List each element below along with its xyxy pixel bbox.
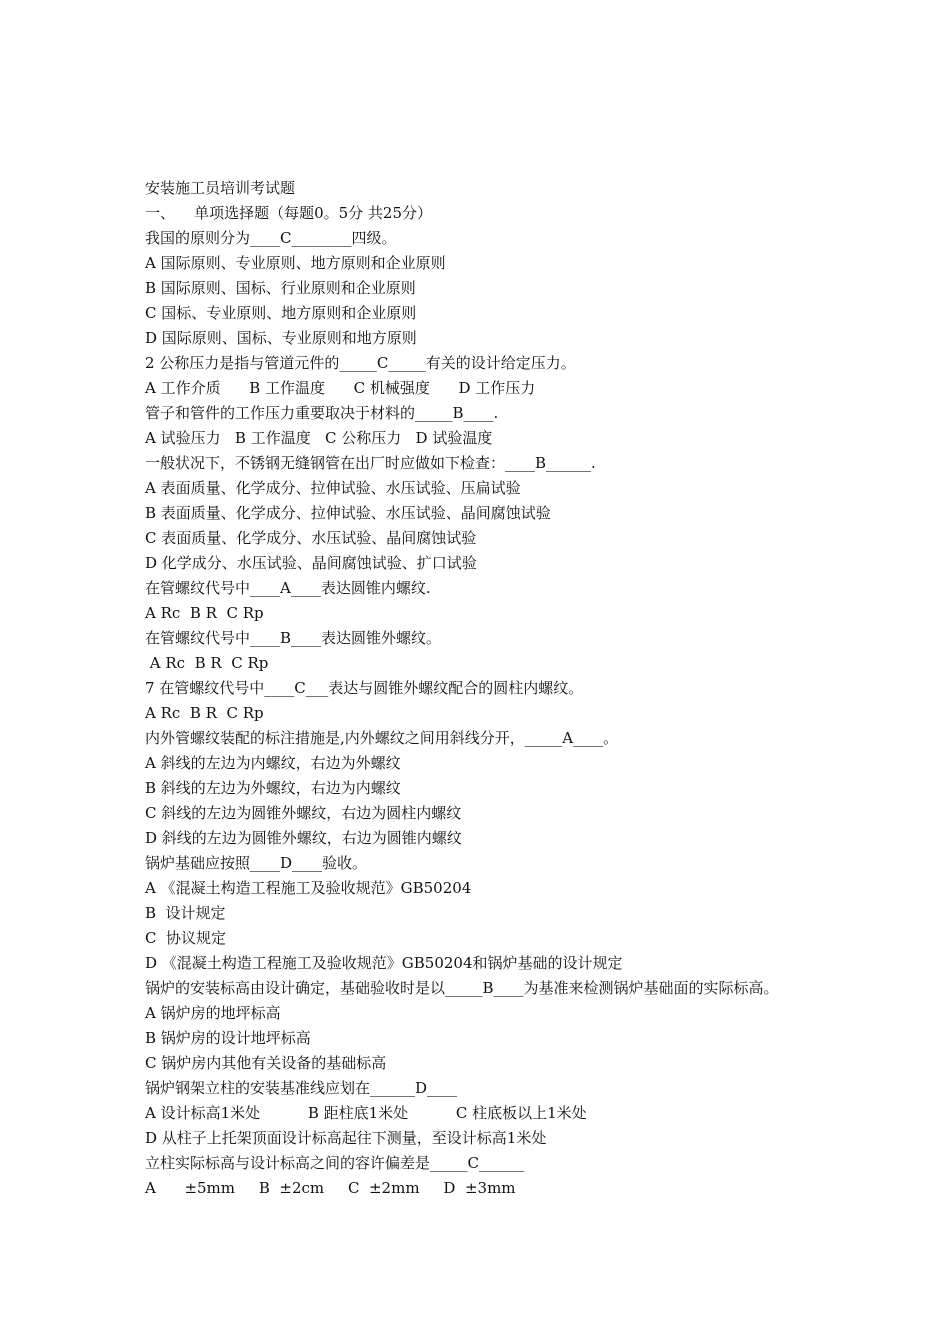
question-line: 在管螺纹代号中____A____表达圆锥内螺纹. bbox=[145, 579, 431, 597]
question-line: 2 公称压力是指与管道元件的_____C_____有关的设计给定压力。 bbox=[145, 354, 576, 372]
question-line: 内外管螺纹装配的标注措施是,内外螺纹之间用斜线分开，_____A____。 bbox=[145, 729, 619, 747]
question-line: B 锅炉房的设计地坪标高 bbox=[145, 1029, 311, 1047]
question-line: 立柱实际标高与设计标高之间的容许偏差是_____C______ bbox=[145, 1154, 524, 1172]
document-body bbox=[145, 176, 815, 1201]
document-title: 安装施工员培训考试题 bbox=[145, 179, 296, 197]
question-line: A Rc B R C Rp bbox=[145, 654, 269, 672]
question-line: C 协议规定 bbox=[145, 929, 227, 947]
question-line: A 国际原则、专业原则、地方原则和企业原则 bbox=[145, 254, 446, 272]
question-line-wrapped: 锅炉的安装标高由设计确定，基础验收时是以_____B____为基准来检测锅炉基础面的实际标高。 bbox=[145, 979, 779, 997]
question-line: D 化学成分、水压试验、晶间腐蚀试验、扩口试验 bbox=[145, 554, 477, 572]
question-line: A Rc B R C Rp bbox=[145, 604, 264, 622]
question-line: 7 在管螺纹代号中____C___表达与圆锥外螺纹配合的圆柱内螺纹。 bbox=[145, 679, 584, 697]
question-line: B 国际原则、国标、行业原则和企业原则 bbox=[145, 279, 416, 297]
section-heading: 一、 单项选择题（每题0。5分 共25分） bbox=[145, 204, 433, 222]
question-line: B 设计规定 bbox=[145, 904, 226, 922]
question-line: 一般状况下，不锈钢无缝钢管在出厂时应做如下检查：____B______. bbox=[145, 454, 596, 472]
question-line: 在管螺纹代号中____B____表达圆锥外螺纹。 bbox=[145, 629, 442, 647]
question-line: 锅炉钢架立柱的安装基准线应划在______D____ bbox=[145, 1079, 458, 1097]
question-lines-after bbox=[145, 1001, 815, 1201]
question-line: A 工作介质 B 工作温度 C 机械强度 D 工作压力 bbox=[145, 379, 536, 397]
question-line: 管子和管件的工作压力重要取决于材料的_____B____. bbox=[145, 404, 499, 422]
question-line: D 《混凝土构造工程施工及验收规范》GB50204和锅炉基础的设计规定 bbox=[145, 954, 623, 972]
question-line: C 国标、专业原则、地方原则和企业原则 bbox=[145, 304, 417, 322]
question-line: D 国际原则、国标、专业原则和地方原则 bbox=[145, 329, 417, 347]
question-line: A 锅炉房的地坪标高 bbox=[145, 1004, 281, 1022]
question-line: C 斜线的左边为圆锥外螺纹，右边为圆柱内螺纹 bbox=[145, 804, 462, 822]
question-line: A 斜线的左边为内螺纹，右边为外螺纹 bbox=[145, 754, 401, 772]
question-line: C 表面质量、化学成分、水压试验、晶间腐蚀试验 bbox=[145, 529, 477, 547]
question-line: 锅炉基础应按照____D____验收。 bbox=[145, 854, 368, 872]
question-line: 我国的原则分为____C________四级。 bbox=[145, 229, 397, 247]
question-line: B 斜线的左边为外螺纹，右边为内螺纹 bbox=[145, 779, 401, 797]
question-line: D 从柱子上托架顶面设计标高起往下测量，至设计标高1米处 bbox=[145, 1129, 547, 1147]
question-line: A 试验压力 B 工作温度 C 公称压力 D 试验温度 bbox=[145, 429, 493, 447]
question-line: A 《混凝土构造工程施工及验收规范》GB50204 bbox=[145, 879, 472, 897]
question-line: A 设计标高1米处 B 距柱底1米处 C 柱底板以上1米处 bbox=[145, 1104, 587, 1122]
question-line: D 斜线的左边为圆锥外螺纹，右边为圆锥内螺纹 bbox=[145, 829, 462, 847]
question-line: C 锅炉房内其他有关设备的基础标高 bbox=[145, 1054, 387, 1072]
question-lines bbox=[145, 226, 815, 976]
question-line: A Rc B R C Rp bbox=[145, 704, 264, 722]
question-line: A 表面质量、化学成分、拉伸试验、水压试验、压扁试验 bbox=[145, 479, 521, 497]
question-line: B 表面质量、化学成分、拉伸试验、水压试验、晶间腐蚀试验 bbox=[145, 504, 551, 522]
question-line: A ±5mm B ±2cm C ±2mm D ±3mm bbox=[145, 1179, 516, 1197]
